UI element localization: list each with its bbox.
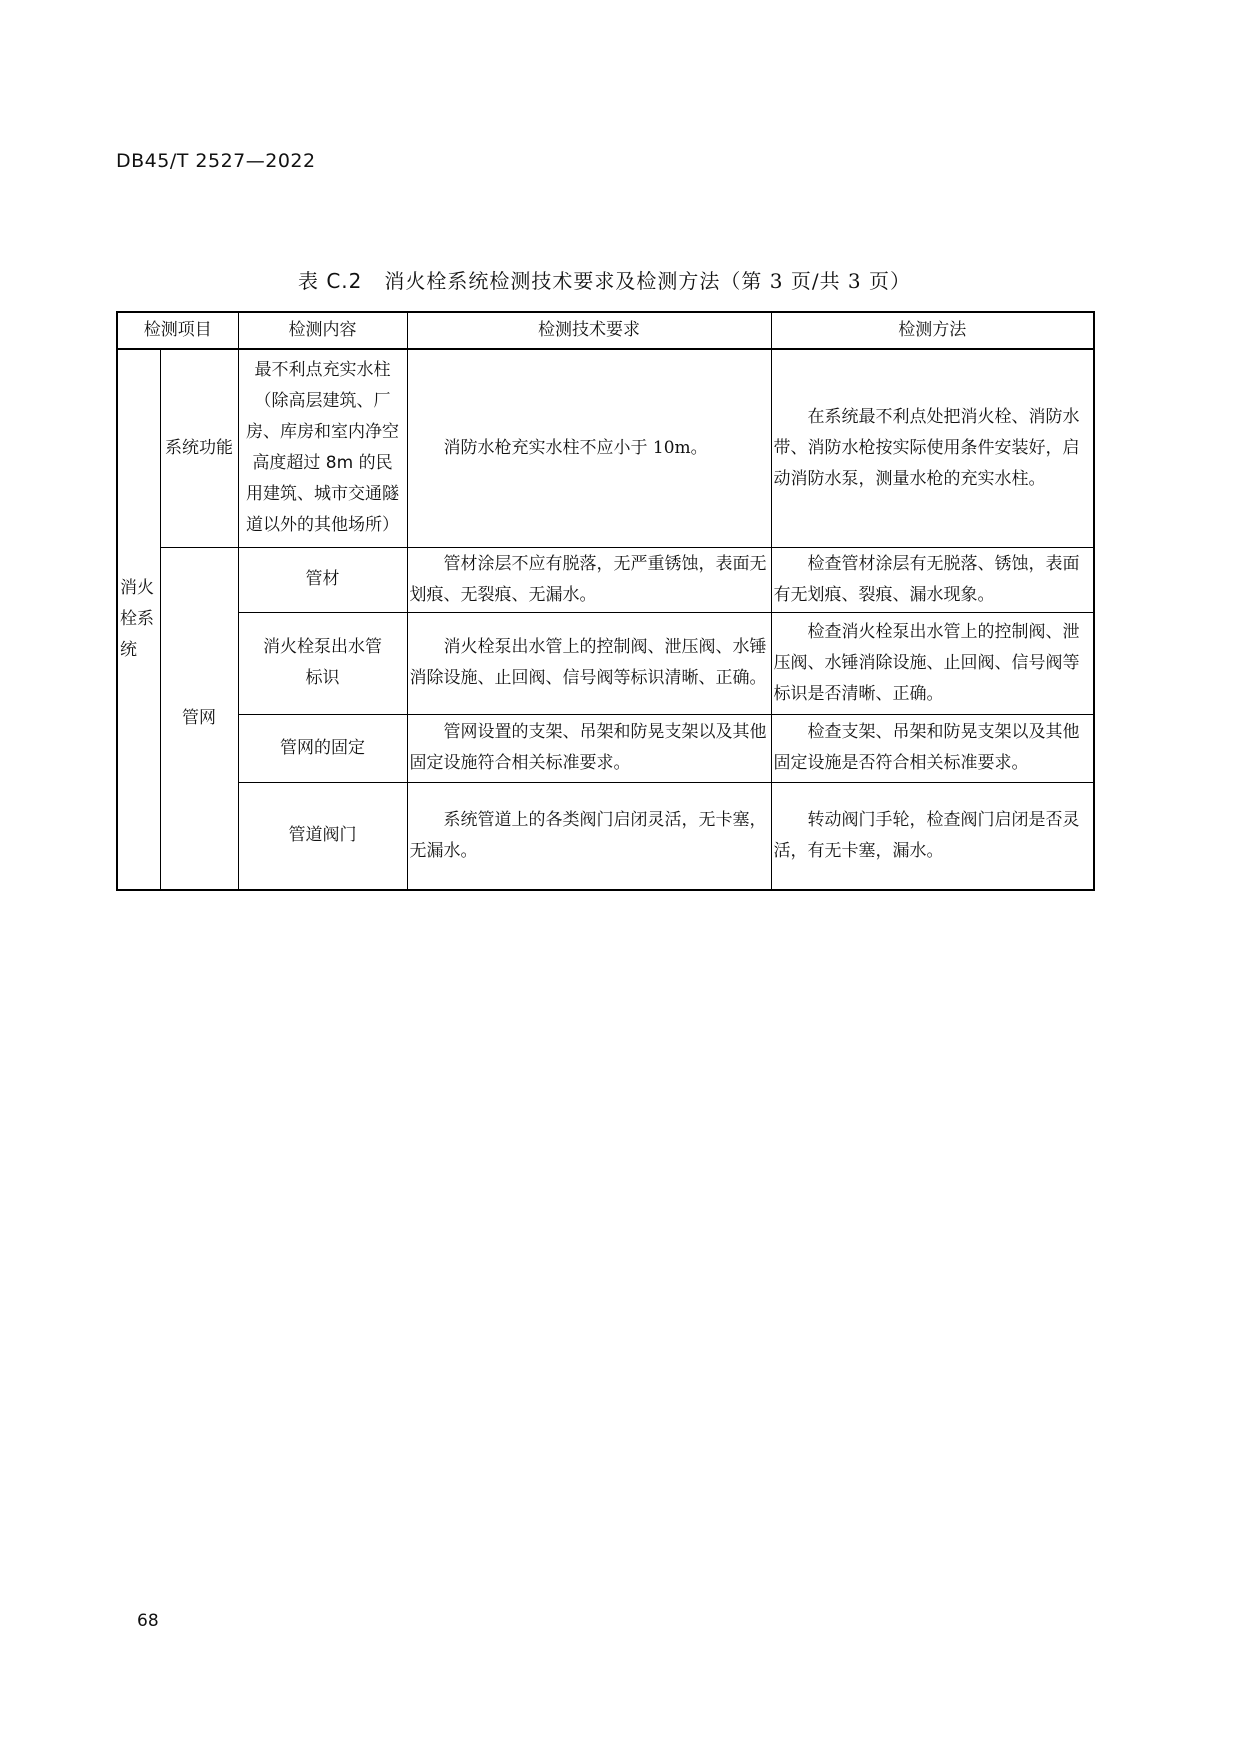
table-caption bbox=[116, 265, 1093, 294]
category-line: 统 bbox=[120, 640, 137, 660]
header-item: 检测项目 bbox=[117, 312, 238, 349]
table-row bbox=[117, 547, 1094, 612]
method-cell: 在系统最不利点处把消火栓、消防水带、消防水枪按实际使用条件安装好，启动消防水泵，测量水枪的充实水柱。 bbox=[771, 349, 1094, 547]
content-line: 房、库房和室内净空 bbox=[246, 422, 399, 443]
requirement-cell: 消防水枪充实水柱不应小于 10m。 bbox=[407, 349, 771, 547]
category-line: 栓系 bbox=[120, 609, 154, 629]
content-line: 标识 bbox=[305, 668, 340, 688]
content-cell bbox=[238, 349, 407, 547]
requirement-cell: 系统管道上的各类阀门启闭灵活，无卡塞，无漏水。 bbox=[407, 782, 771, 890]
header-requirement: 检测技术要求 bbox=[407, 312, 771, 349]
table-header-row bbox=[117, 312, 1094, 349]
table-page-info: （第 3 页/共 3 页） bbox=[720, 269, 912, 293]
table-row bbox=[117, 782, 1094, 890]
table-row bbox=[117, 714, 1094, 782]
content-line: 用建筑、城市交通隧 bbox=[246, 484, 399, 505]
method-cell: 检查支架、吊架和防晃支架以及其他固定设施是否符合相关标准要求。 bbox=[771, 714, 1094, 782]
content-cell bbox=[238, 547, 407, 612]
content-cell bbox=[238, 782, 407, 890]
content-line: 管道阀门 bbox=[288, 825, 357, 846]
content-cell bbox=[238, 714, 407, 782]
requirement-cell: 管材涂层不应有脱落，无严重锈蚀，表面无划痕、无裂痕、无漏水。 bbox=[407, 547, 771, 612]
method-cell: 转动阀门手轮，检查阀门启闭是否灵活，有无卡塞，漏水。 bbox=[771, 782, 1094, 890]
method-cell: 检查管材涂层有无脱落、锈蚀，表面有无划痕、裂痕、漏水现象。 bbox=[771, 547, 1094, 612]
category-cell bbox=[117, 349, 160, 890]
table-row bbox=[117, 612, 1094, 714]
subcategory-network: 管网 bbox=[160, 547, 238, 890]
document-code: DB45/T 2527—2022 bbox=[116, 150, 316, 172]
content-cell bbox=[238, 612, 407, 714]
table-title: 消火栓系统检测技术要求及检测方法 bbox=[384, 269, 721, 293]
category-line: 消火 bbox=[120, 578, 154, 598]
content-line: 消火栓泵出水管 bbox=[263, 637, 382, 657]
content-line: （除高层建筑、厂 bbox=[254, 391, 391, 412]
table-row bbox=[117, 349, 1094, 547]
content-line: 管材 bbox=[305, 569, 340, 589]
content-line: 高度超过 8m 的民 bbox=[252, 453, 393, 474]
method-cell: 检查消火栓泵出水管上的控制阀、泄压阀、水锤消除设施、止回阀、信号阀等标识是否清晰、正确。 bbox=[771, 612, 1094, 714]
content-line: 管网的固定 bbox=[280, 737, 365, 758]
inspection-table bbox=[116, 311, 1095, 891]
table-label: 表 C.2 bbox=[297, 269, 363, 293]
page-number: 68 bbox=[137, 1611, 159, 1631]
header-content: 检测内容 bbox=[238, 312, 407, 349]
content-line: 最不利点充实水柱 bbox=[254, 360, 391, 381]
content-line: 道以外的其他场所） bbox=[246, 515, 399, 536]
requirement-cell: 管网设置的支架、吊架和防晃支架以及其他固定设施符合相关标准要求。 bbox=[407, 714, 771, 782]
requirement-cell: 消火栓泵出水管上的控制阀、泄压阀、水锤消除设施、止回阀、信号阀等标识清晰、正确。 bbox=[407, 612, 771, 714]
subcategory-function: 系统功能 bbox=[160, 349, 238, 547]
header-method: 检测方法 bbox=[771, 312, 1094, 349]
